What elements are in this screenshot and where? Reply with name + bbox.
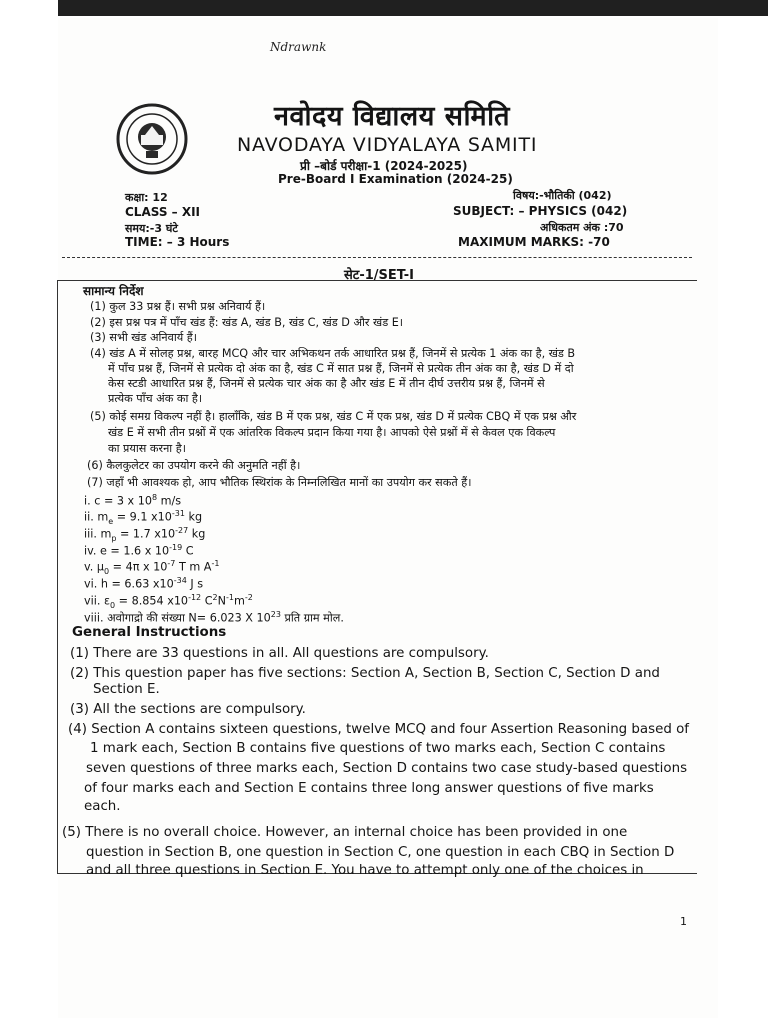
english-line: (4) Section A contains sixteen questions, twelve MCQ and four Assertion Reasoning based of xyxy=(68,722,690,737)
marks-english: MAXIMUM MARKS: -70 xyxy=(458,235,610,249)
hindi-line: केस स्टडी आधारित प्रश्न हैं, जिनमें से प्रत्येक चार अंक का है और खंड E में तीन दीर्घ उत्तरीय प्रश्न हैं, जिनमें से xyxy=(108,377,545,390)
hindi-line: (2) इस प्रश्न पत्र में पाँच खंड हैं: खंड A, खंड B, खंड C, खंड D और खंड E। xyxy=(90,316,404,329)
constant-avogadro: viii. अवोगाद्रो की संख्या N= 6.023 X $10^{23}$ प्रति ग्राम मोल. xyxy=(84,610,344,625)
english-line: each. xyxy=(84,799,121,814)
english-line: (3) All the sections are compulsory. xyxy=(70,702,306,717)
constant-electron-mass: ii. $m_e = 9.1$ $x10^{-31}$ kg xyxy=(84,509,203,526)
title-hindi: नवोदय विद्यालय समिति xyxy=(274,101,511,132)
english-line: (2) This question paper has five sections: Section A, Section B, Section C, Section D and xyxy=(70,666,660,681)
hindi-line: का प्रयास करना है। xyxy=(108,442,186,455)
hindi-instructions-heading: सामान्य निर्देश xyxy=(83,284,144,298)
nvs-logo-icon xyxy=(115,102,189,176)
scan-top-left-margin xyxy=(0,0,58,20)
english-line: question in Section B, one question in Section C, one question in each CBQ in Section D xyxy=(86,845,675,860)
hindi-line: (5) कोई समग्र विकल्प नहीं है। हालाँकि, खंड B में एक प्रश्न, खंड C में एक प्रश्न, खंड D में प्रत्येक CBQ में एक प्रश्न और xyxy=(90,410,577,423)
hindi-line: (6) कैलकुलेटर का उपयोग करने की अनुमति नहीं है। xyxy=(87,459,301,472)
hindi-line: में पाँच प्रश्न हैं, जिनमें से प्रत्येक दो अंक का है, खंड C में सात प्रश्न हैं, जिनमें से प्रत्येक तीन अंक का है, खंड D में दो xyxy=(108,362,574,375)
hindi-line: (3) सभी खंड अनिवार्य हैं। xyxy=(90,331,197,344)
hindi-line: प्रत्येक पाँच अंक का है। xyxy=(108,392,203,405)
hindi-line: (7) जहाँ भी आवश्यक हो, आप भौतिक स्थिरांक के निम्नलिखित मानों का उपयोग कर सकते हैं। xyxy=(87,476,472,489)
header-divider xyxy=(62,257,692,258)
english-line: Section E. xyxy=(93,682,160,697)
page-number: 1 xyxy=(680,915,687,928)
time-english: TIME: – 3 Hours xyxy=(125,235,230,249)
constant-charge: iv. e = 1.6 x $10^{-19}$ C xyxy=(84,543,194,558)
english-line: and all three questions in Section E. You have to attempt only one of the choices in xyxy=(86,863,644,878)
english-line: (1) There are 33 questions in all. All questions are compulsory. xyxy=(70,646,489,661)
constant-permeability: v. $\mu_0 = 4\pi$ x $10^{-7}$ T m $A^{-1}$ xyxy=(84,559,220,576)
class-english: CLASS – XII xyxy=(125,205,201,219)
handwritten-note: Ndrawnk xyxy=(270,40,327,54)
subject-english: SUBJECT: – PHYSICS (042) xyxy=(453,204,628,218)
english-line: 1 mark each, Section B contains five questions of two marks each, Section C contains xyxy=(90,741,666,756)
class-hindi: कक्षा: 12 xyxy=(125,191,168,204)
set-label: सेट-1/SET-I xyxy=(344,268,414,283)
english-instructions-heading: General Instructions xyxy=(72,625,227,640)
english-line: of four marks each and Section E contains three long answer questions of five marks xyxy=(84,781,654,796)
title-english: NAVODAYA VIDYALAYA SAMITI xyxy=(237,134,538,156)
hindi-line: खंड E में सभी तीन प्रश्नों में एक आंतरिक विकल्प प्रदान किया गया है। आपको ऐसे प्रश्नों में से केवल एक विकल्प xyxy=(108,426,556,439)
constant-permittivity: vii. $\varepsilon_0 = 8.854$ $x10^{-12}$ $C^2N^{-1}m^{-2}$ xyxy=(84,593,253,610)
constant-planck: vi. h = 6.63 $x10^{-34}$ J s xyxy=(84,576,204,591)
marks-hindi: अधिकतम अंक :70 xyxy=(540,221,624,234)
constant-c: i. c = 3 x $10^8$ m/s xyxy=(84,493,182,508)
hindi-line: (4) खंड A में सोलह प्रश्न, बारह MCQ और चार अभिकथन तर्क आधारित प्रश्न हैं, जिनमें से प्रत्येक 1 अंक का है, खंड B xyxy=(90,347,576,360)
exam-name-hindi: प्री –बोर्ड परीक्षा-1 (2024-2025) xyxy=(300,159,468,173)
english-line: seven questions of three marks each, Section D contains two case study-based questions xyxy=(86,761,688,776)
scan-top-border xyxy=(55,0,768,16)
time-hindi: समय:-3 घंटे xyxy=(125,222,178,235)
subject-hindi: विषय:-भौतिकी (042) xyxy=(513,189,612,202)
hindi-line: (1) कुल 33 प्रश्न हैं। सभी प्रश्न अनिवार्य हैं। xyxy=(90,300,266,313)
constant-proton-mass: iii. $m_p = 1.7$ $x10^{-27}$ kg xyxy=(84,526,206,543)
exam-name-english: Pre-Board I Examination (2024-25) xyxy=(278,172,513,186)
english-line: (5) There is no overall choice. However, an internal choice has been provided in one xyxy=(62,825,628,840)
